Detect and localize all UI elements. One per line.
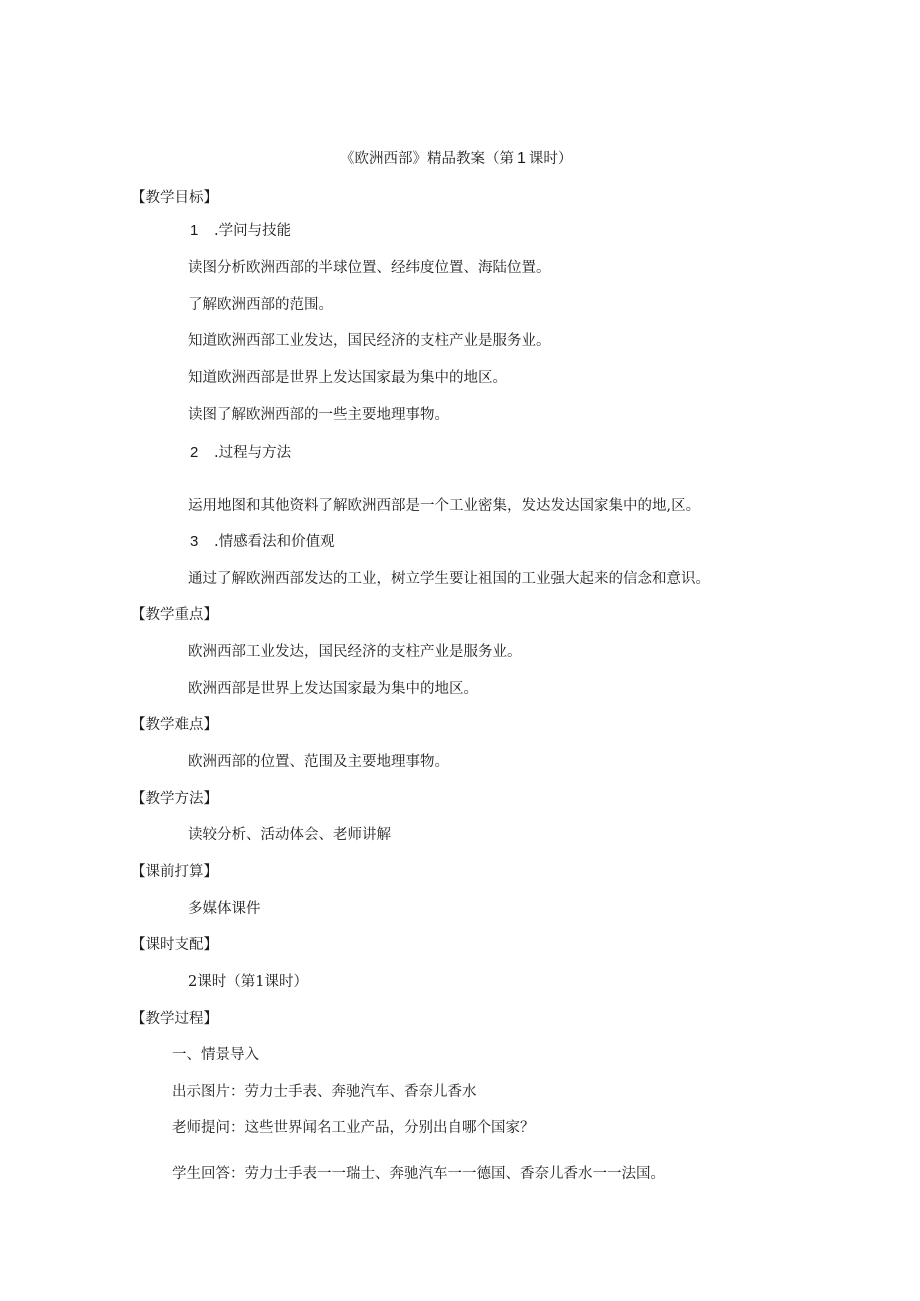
title-prefix: 《欧洲西部》精品教案（第	[340, 151, 514, 167]
difficulties-heading: 【教学难点】	[131, 717, 218, 733]
schedule-heading: 【课时支配】	[131, 937, 218, 953]
goal-subheading-2-number: 2	[190, 444, 199, 461]
process-item: 出示图片：劳力士手表、奔驰汽车、香奈儿香水	[172, 1084, 477, 1100]
goal-item: 运用地图和其他资料了解欧洲西部是一个工业密集，发达发达国家集中的地,区。	[188, 498, 701, 514]
goal-item: 知道欧洲西部是世界上发达国家最为集中的地区。	[188, 370, 507, 386]
document-title	[340, 150, 572, 168]
preparation-heading: 【课前打算】	[131, 864, 218, 880]
difficulty-item: 欧洲西部的位置、范围及主要地理事物。	[188, 754, 449, 770]
goals-heading: 【教学目标】	[131, 190, 218, 206]
goal-subheading-3-label: .情感看法和价值观	[214, 534, 335, 550]
schedule-item: 2课时（第1课时）	[188, 974, 308, 990]
title-suffix: 课时）	[528, 151, 573, 167]
method-item: 读较分析、活动体会、老师讲解	[188, 827, 391, 843]
goal-item: 读图分析欧洲西部的半球位置、经纬度位置、海陆位置。	[188, 260, 551, 276]
goal-item: 读图了解欧洲西部的一些主要地理事物。	[188, 407, 449, 423]
preparation-item: 多媒体课件	[188, 901, 261, 917]
goal-subheading-2	[190, 444, 291, 462]
key-point-item: 欧洲西部是世界上发达国家最为集中的地区。	[188, 681, 478, 697]
goal-item: 通过了解欧洲西部发达的工业，树立学生要让祖国的工业强大起来的信念和意识。	[188, 571, 710, 587]
process-heading: 【教学过程】	[131, 1011, 218, 1027]
methods-heading: 【教学方法】	[131, 791, 218, 807]
title-lesson-number: 1	[517, 150, 526, 167]
key-points-heading: 【教学重点】	[131, 607, 218, 623]
goal-subheading-1	[190, 222, 291, 240]
goal-item: 知道欧洲西部工业发达，国民经济的支柱产业是服务业。	[188, 333, 551, 349]
goal-subheading-1-number: 1	[190, 222, 199, 239]
process-intro: 一、情景导入	[172, 1047, 259, 1063]
key-point-item: 欧洲西部工业发达，国民经济的支柱产业是服务业。	[188, 644, 522, 660]
goal-subheading-2-label: .过程与方法	[214, 445, 292, 461]
goal-subheading-3	[190, 533, 335, 551]
process-item: 学生回答：劳力士手表一一瑞士、奔驰汽车一一德国、香奈儿香水一一法国。	[172, 1166, 665, 1182]
goal-subheading-3-number: 3	[190, 533, 199, 550]
goal-item: 了解欧洲西部的范围。	[188, 297, 333, 313]
goal-subheading-1-label: .学问与技能	[214, 223, 292, 239]
process-item: 老师提问：这些世界闻名工业产品，分别出自哪个国家？	[172, 1120, 535, 1136]
